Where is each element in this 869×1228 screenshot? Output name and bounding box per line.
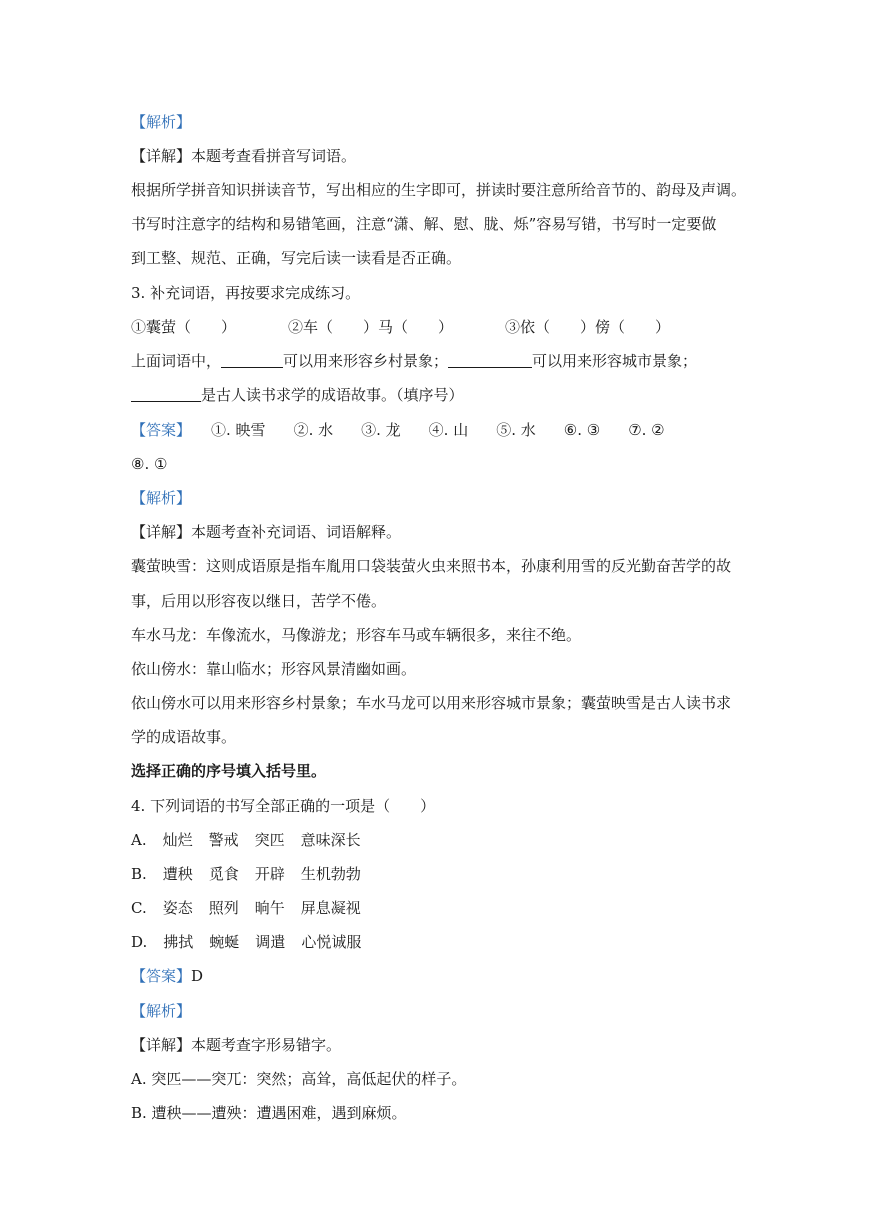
detail-line-2: 【详解】本题考查补充词语、词语解释。: [131, 523, 402, 541]
choice-letter: B.: [131, 865, 147, 883]
choice-word: 突匹: [254, 831, 285, 849]
choice-word: 调遣: [255, 933, 286, 951]
answer-value: D: [191, 967, 204, 985]
paragraph-line: 依山傍水可以用来形容乡村景象；车水马龙可以用来形容城市景象；囊萤映雪是古人读书求: [131, 694, 732, 712]
paragraph-line: 依山傍水：靠山临水；形容风景清幽如画。: [131, 660, 417, 678]
option-2: ②车（ ）马（ ）: [288, 318, 454, 336]
question-3-title: 3. 补充词语，再按要求完成练习。: [131, 284, 361, 302]
paragraph-line: 学的成语故事。: [131, 728, 237, 746]
paragraph-line: 囊萤映雪：这则成语原是指车胤用口袋装萤火虫来照书本，孙康利用雪的反光勤奋苦学的故: [131, 557, 732, 575]
analysis-heading-2: 【解析】: [131, 489, 192, 507]
choice-word: 遭秧: [162, 865, 193, 883]
choice-b: [131, 864, 744, 884]
choice-d: [131, 932, 744, 952]
answer-item: ②. 水: [293, 421, 334, 439]
answer-label: 【答案】: [131, 967, 192, 985]
paragraph-line: B. 遭秧——遭殃：遭遇困难，遇到麻烦。: [131, 1104, 407, 1122]
paragraph-line: 到工整、规范、正确，写完后读一读看是否正确。: [131, 249, 462, 267]
choice-letter: D.: [131, 933, 148, 951]
choice-word: 觅食: [208, 865, 239, 883]
choice-word: 屏息凝视: [300, 899, 361, 917]
question-3-blanks-line-2: [131, 385, 744, 405]
blank-text: 可以用来形容城市景象；: [532, 352, 698, 370]
choice-word: 拂拭: [163, 933, 194, 951]
option-1: ①囊萤（ ）: [131, 318, 237, 336]
detail-line-1: 【详解】本题考查看拼音写词语。: [131, 147, 357, 165]
choice-letter: A.: [131, 831, 147, 849]
analysis-heading-3: 【解析】: [131, 1002, 192, 1020]
choice-letter: C.: [131, 899, 147, 917]
answer-blank: [131, 386, 201, 402]
answer-label: 【答案】: [131, 421, 192, 439]
choice-c: [131, 898, 744, 918]
section-heading: 选择正确的序号填入括号里。: [131, 762, 327, 780]
blank-text: 可以用来形容乡村景象；: [283, 352, 449, 370]
question-4-title: 4. 下列词语的书写全部正确的一项是（ ）: [131, 797, 436, 815]
choice-word: 灿烂: [162, 831, 193, 849]
choice-word: 开辟: [254, 865, 285, 883]
choice-word: 晌午: [254, 899, 285, 917]
answer-item: ⑦. ②: [628, 421, 665, 439]
answer-item: ①. 映雪: [211, 421, 266, 439]
choice-word: 姿态: [162, 899, 193, 917]
choice-word: 心悦诚服: [301, 933, 362, 951]
paragraph-line: 事，后用以形容夜以继日，苦学不倦。: [131, 592, 387, 610]
paragraph-line: 车水马龙：车像流水，马像游龙；形容车马或车辆很多，来往不绝。: [131, 626, 582, 644]
choice-word: 警戒: [208, 831, 239, 849]
option-3: ③依（ ）傍（ ）: [505, 318, 671, 336]
answer-line-2: ⑧. ①: [131, 455, 168, 473]
choice-word: 意味深长: [300, 831, 361, 849]
paragraph-line: A. 突匹——突兀：突然；高耸，高低起伏的样子。: [131, 1070, 467, 1088]
answer-item: ③. 龙: [361, 421, 401, 439]
blank-prefix: 上面词语中，: [131, 352, 222, 370]
question-3-blanks-line: [131, 351, 744, 371]
choice-word: 生机勃勃: [300, 865, 361, 883]
answer-item: ⑤. 水: [496, 421, 536, 439]
answer-line: [131, 420, 744, 440]
answer-blank: [221, 352, 283, 368]
paragraph-line: 根据所学拼音知识拼读音节，写出相应的生字即可，拼读时要注意所给音节的、韵母及声调。: [131, 181, 747, 199]
answer-line-q4: [131, 966, 744, 986]
detail-line-3: 【详解】本题考查字形易错字。: [131, 1036, 342, 1054]
paragraph-line: 书写时注意字的结构和易错笔画，注意“潇、解、慰、胧、烁”容易写错，书写时一定要做: [131, 215, 717, 233]
question-3-options: [131, 317, 744, 337]
blank-text: 是古人读书求学的成语故事。（填序号）: [201, 386, 464, 404]
answer-item: ⑥. ③: [563, 421, 601, 439]
choice-word: 蜿蜒: [209, 933, 240, 951]
choice-a: [131, 830, 744, 850]
choice-word: 照列: [208, 899, 239, 917]
answer-blank: [448, 352, 532, 368]
analysis-heading-1: 【解析】: [131, 113, 192, 131]
answer-item: ④. 山: [428, 421, 469, 439]
